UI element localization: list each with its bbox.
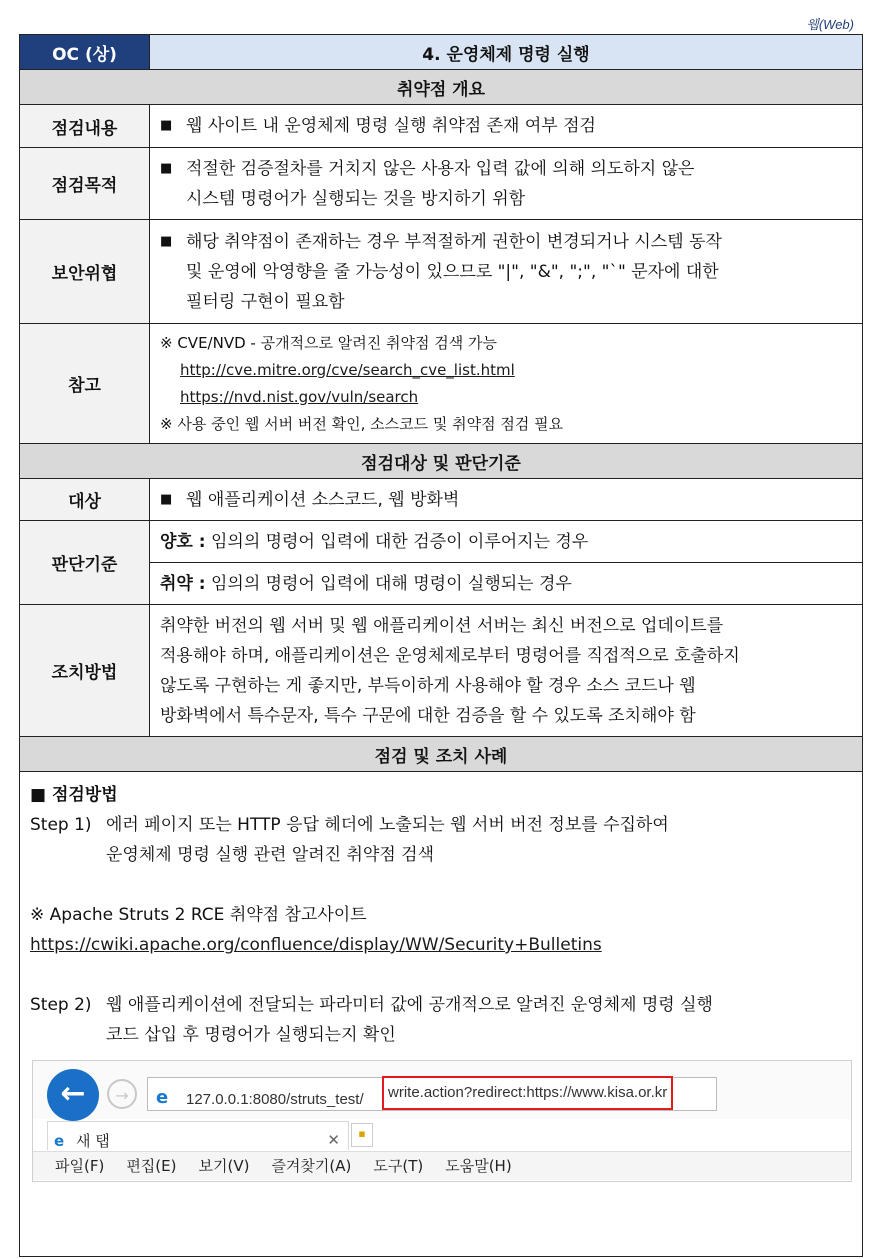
bullet-square-icon: ■ xyxy=(160,491,173,507)
cases-cell xyxy=(20,772,863,1257)
check-content-label: 점검내용 xyxy=(20,105,150,148)
vulnerability-table xyxy=(19,34,863,1257)
address-bar[interactable] xyxy=(147,1077,717,1111)
bullet-square-icon: ■ xyxy=(160,160,173,176)
purpose-line-2: 시스템 명령어가 실행되는 것을 방지하기 위함 xyxy=(186,188,526,209)
threat-line-2: 및 운영에 악영향을 줄 가능성이 있으므로 "|", "&", ";", "`" 문자에 대한 xyxy=(186,261,719,282)
item-code: OC (상) xyxy=(20,35,150,70)
step2-line-2: 코드 삽입 후 명령어가 실행되는지 확인 xyxy=(106,1025,396,1045)
menu-edit[interactable]: 편집(E) xyxy=(126,1157,177,1175)
purpose-line-1: 적절한 검증절차를 거치지 않은 사용자 입력 값에 의해 의도하지 않은 xyxy=(186,158,695,179)
bad-label: 취약 : xyxy=(160,573,206,594)
browser-toolbar xyxy=(33,1061,851,1119)
action-line-1: 취약한 버전의 웹 서버 및 웹 애플리케이션 서버는 최신 버전으로 업데이트를 xyxy=(160,615,724,636)
purpose-label: 점검목적 xyxy=(20,148,150,220)
criteria-good-cell xyxy=(150,521,863,563)
step1-label: Step 1) xyxy=(30,815,92,835)
criteria-bad-cell xyxy=(150,563,863,605)
step1-line-1: 에러 페이지 또는 HTTP 응답 헤더에 노출되는 웹 서버 버전 정보를 수집하여 xyxy=(106,815,669,835)
threat-line-3: 필터링 구현이 필요함 xyxy=(186,291,345,312)
item-title: 4. 운영체제 명령 실행 xyxy=(150,35,863,70)
browser-tab-row xyxy=(33,1121,851,1151)
purpose-cell xyxy=(150,148,863,220)
criteria-label: 판단기준 xyxy=(20,521,150,605)
tab-title: 새 탭 xyxy=(76,1132,110,1150)
good-text: 임의의 명령어 입력에 대한 검증이 이루어지는 경우 xyxy=(210,531,589,552)
threat-cell xyxy=(150,220,863,324)
ie-logo-icon: e xyxy=(54,1132,65,1150)
action-line-4: 방화벽에서 특수문자, 특수 구문에 대한 검증을 할 수 있도록 조치해야 함 xyxy=(160,705,696,726)
ie-logo-icon: e xyxy=(156,1087,169,1108)
bullet-square-icon: ■ xyxy=(160,233,173,249)
menu-file[interactable]: 파일(F) xyxy=(55,1157,105,1175)
check-content-cell xyxy=(150,105,863,148)
menu-help[interactable]: 도움말(H) xyxy=(445,1157,512,1175)
menu-tools[interactable]: 도구(T) xyxy=(373,1157,424,1175)
vulnerability-sheet xyxy=(19,34,862,1257)
forward-arrow-icon[interactable]: → xyxy=(107,1079,137,1109)
threat-label: 보안위협 xyxy=(20,220,150,324)
action-cell xyxy=(150,605,863,737)
target-label: 대상 xyxy=(20,479,150,521)
action-line-2: 적용해야 하며, 애플리케이션은 운영체제로부터 명령어를 직접적으로 호출하지 xyxy=(160,645,740,666)
target-text: 웹 애플리케이션 소스코드, 웹 방화벽 xyxy=(186,489,460,510)
cases-heading: ■ 점검방법 xyxy=(30,785,118,805)
reference-line-4: ※ 사용 중인 웹 서버 버전 확인, 소스코드 및 취약점 점검 필요 xyxy=(160,414,564,433)
apache-note: ※ Apache Struts 2 RCE 취약점 참고사이트 xyxy=(30,905,367,925)
document-category-tag: 웹(Web) xyxy=(806,17,854,32)
browser-menubar xyxy=(33,1151,851,1180)
good-label: 양호 : xyxy=(160,531,206,552)
cve-link[interactable]: http://cve.mitre.org/cve/search_cve_list.html xyxy=(180,360,515,379)
nvd-link[interactable]: https://nvd.nist.gov/vuln/search xyxy=(180,387,419,406)
back-arrow-icon[interactable]: ← xyxy=(47,1069,99,1121)
step2-line-1: 웹 애플리케이션에 전달되는 파라미터 값에 공개적으로 알려진 운영체제 명령 실행 xyxy=(106,995,713,1015)
bad-text: 임의의 명령어 입력에 대해 명령이 실행되는 경우 xyxy=(210,573,572,594)
section-overview-title: 취약점 개요 xyxy=(20,70,863,105)
close-icon[interactable]: ✕ xyxy=(327,1131,340,1149)
action-line-3: 않도록 구현하는 게 좋지만, 부득이하게 사용해야 할 경우 소스 코드나 웹 xyxy=(160,675,696,696)
target-cell xyxy=(150,479,863,521)
menu-view[interactable]: 보기(V) xyxy=(198,1157,250,1175)
menu-favorites[interactable]: 즐겨찾기(A) xyxy=(271,1157,352,1175)
reference-label: 참고 xyxy=(20,324,150,444)
reference-cell xyxy=(150,324,863,444)
url-highlight: write.action?redirect:https://www.kisa.or.kr xyxy=(382,1076,673,1110)
step1-line-2: 운영체제 명령 실행 관련 알려진 취약점 검색 xyxy=(106,845,435,865)
section-cases-title: 점검 및 조치 사례 xyxy=(20,737,863,772)
section-criteria-title: 점검대상 및 판단기준 xyxy=(20,444,863,479)
threat-line-1: 해당 취약점이 존재하는 경우 부적절하게 권한이 변경되거나 시스템 동작 xyxy=(186,231,722,252)
step2-label: Step 2) xyxy=(30,995,92,1015)
new-tab-icon[interactable]: ▪ xyxy=(351,1123,373,1147)
browser-tab[interactable] xyxy=(47,1121,349,1150)
bullet-square-icon: ■ xyxy=(160,118,173,133)
apache-security-link[interactable]: https://cwiki.apache.org/confluence/display/WW/Security+Bulletins xyxy=(30,935,602,955)
action-label: 조치방법 xyxy=(20,605,150,737)
url-prefix: 127.0.0.1:8080/struts_test/ xyxy=(186,1091,364,1108)
check-content-text: 웹 사이트 내 운영체제 명령 실행 취약점 존재 여부 점검 xyxy=(186,116,596,136)
browser-screenshot xyxy=(32,1060,852,1182)
reference-line-1: ※ CVE/NVD - 공개적으로 알려진 취약점 검색 가능 xyxy=(160,333,498,352)
